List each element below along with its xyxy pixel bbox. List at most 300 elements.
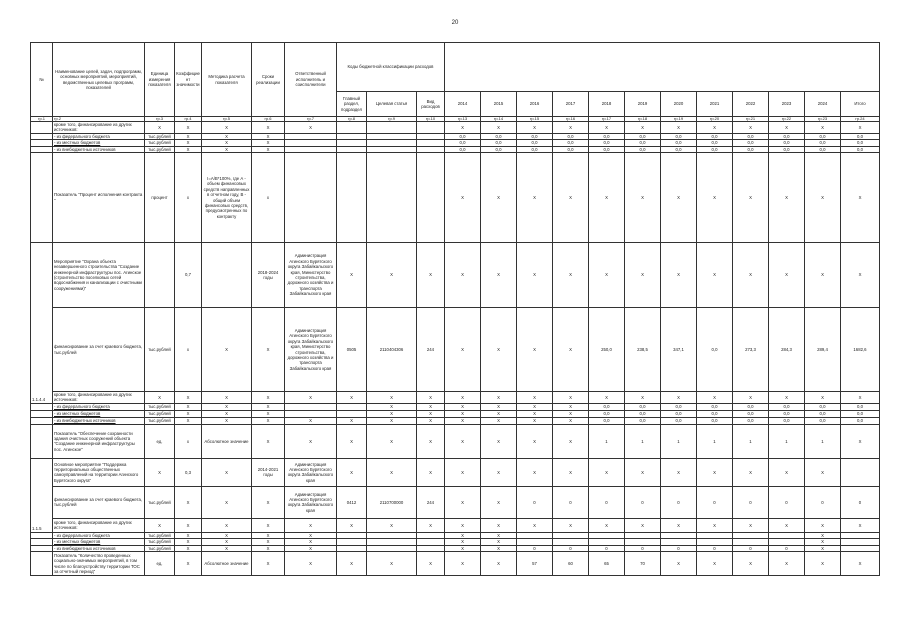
row-year-value: Х xyxy=(733,518,769,532)
column-number: гр.5 xyxy=(202,117,252,122)
row-year-value: 0,0 xyxy=(553,133,589,139)
row-year-value: 0,0 xyxy=(589,133,625,139)
row-year-value: 0,0 xyxy=(805,417,841,424)
row-year-value: Х xyxy=(445,518,481,532)
column-number: гр.22 xyxy=(769,117,805,122)
row-target-article: Х xyxy=(367,424,417,458)
row-year-value: 0,0 xyxy=(589,146,625,152)
page-number: 20 xyxy=(451,20,459,26)
row-year-value: Х xyxy=(661,122,697,134)
row-total: Х xyxy=(841,153,880,243)
column-number: гр.2 xyxy=(53,117,145,122)
row-number xyxy=(31,122,53,134)
row-year-value: Х xyxy=(697,243,733,308)
row-year-value: Х xyxy=(445,486,481,518)
column-number: гр.24 xyxy=(841,117,880,122)
row-expense-type: Х xyxy=(417,243,445,308)
row-expense-type: Х xyxy=(417,403,445,410)
row-year-value: Х xyxy=(661,458,697,486)
row-year-value: 0 xyxy=(517,486,553,518)
row-expense-type: 244 xyxy=(417,486,445,518)
row-year-value: Х xyxy=(481,518,517,532)
row-year-value: 0 xyxy=(697,545,733,551)
row-year-value: Х xyxy=(661,518,697,532)
row-year-value: 0,0 xyxy=(661,410,697,417)
row-expense-type: Х xyxy=(417,552,445,576)
row-target-article: Х xyxy=(367,417,417,424)
row-year-value: 0,0 xyxy=(661,403,697,410)
row-year-value: Х xyxy=(517,417,553,424)
row-year-value: Х xyxy=(769,518,805,532)
row-unit: тыс.рублей xyxy=(145,146,175,152)
row-year-value: 0 xyxy=(805,486,841,518)
row-year-value: 0,0 xyxy=(697,133,733,139)
row-name: кроме того, финансирование из других источников: xyxy=(53,392,145,404)
row-year-value: 0,0 xyxy=(697,410,733,417)
header-name: Наименование целей, задач, подпрограмм, основных мероприятий, мероприятий, ведомственных целевых программ, показателей xyxy=(53,43,145,117)
row-method: Х xyxy=(202,458,252,486)
header-year: 2020 xyxy=(661,92,697,117)
row-year-value: Х xyxy=(553,392,589,404)
row-year-value: 0,0 xyxy=(805,146,841,152)
column-number: гр.15 xyxy=(517,117,553,122)
row-year-value: 0,0 xyxy=(697,308,733,392)
row-term: Х xyxy=(252,417,285,424)
row-year-value: 0,0 xyxy=(589,140,625,146)
row-year-value: Х xyxy=(517,392,553,404)
header-target-article: Целевая статья xyxy=(367,92,417,117)
row-unit: тыс.рублей xyxy=(145,532,175,538)
row-coefficient: Х xyxy=(175,532,202,538)
row-responsible: Х xyxy=(285,518,337,532)
row-year-value: 1 xyxy=(697,424,733,458)
column-number: гр.8 xyxy=(337,117,367,122)
row-coefficient: 0,7 xyxy=(175,243,202,308)
row-term: Х xyxy=(252,539,285,545)
table-row xyxy=(31,486,880,518)
row-year-value: 0,0 xyxy=(445,140,481,146)
row-year-value: Х xyxy=(733,552,769,576)
row-year-value: 0,0 xyxy=(805,140,841,146)
column-number: гр.3 xyxy=(145,117,175,122)
row-year-value: 0 xyxy=(733,545,769,551)
row-year-value: Х xyxy=(481,153,517,243)
row-method: Х xyxy=(202,539,252,545)
row-name: Показатель "Количество проведенных социально-значимых мероприятий, в том числе по благоустройству территории ТОС за отчетный период" xyxy=(53,552,145,576)
table-body xyxy=(31,122,880,576)
column-number: гр.1 xyxy=(31,117,53,122)
row-term: Х xyxy=(252,140,285,146)
row-year-value: Х xyxy=(553,458,589,486)
row-unit: тыс.рублей xyxy=(145,545,175,551)
row-chapter: 0505 xyxy=(337,308,367,392)
row-unit: тыс.рублей xyxy=(145,539,175,545)
row-target-article: Х xyxy=(367,518,417,532)
row-year-value: Х xyxy=(481,424,517,458)
row-method xyxy=(202,243,252,308)
row-unit: Х xyxy=(145,122,175,134)
row-year-value: 0,0 xyxy=(589,410,625,417)
row-responsible xyxy=(285,410,337,417)
row-name: - из федерального бюджета xyxy=(53,403,145,410)
row-year-value: 0 xyxy=(769,545,805,551)
row-number xyxy=(31,424,53,458)
row-term: х xyxy=(252,153,285,243)
row-total: 0,0 xyxy=(841,403,880,410)
row-year-value: 57 xyxy=(517,552,553,576)
column-number: гр.13 xyxy=(445,117,481,122)
row-unit: тыс.рублей xyxy=(145,486,175,518)
header-responsible: Ответственный исполнитель и соисполнители xyxy=(285,43,337,117)
table-row xyxy=(31,424,880,458)
header-expense-type: Вид расходов xyxy=(417,92,445,117)
row-name: - из местных бюджетов xyxy=(53,539,145,545)
row-target-article xyxy=(367,153,417,243)
row-year-value: 0,0 xyxy=(697,146,733,152)
row-coefficient: Х xyxy=(175,545,202,551)
row-term: Х xyxy=(252,133,285,139)
row-coefficient: Х xyxy=(175,486,202,518)
row-chapter: 0412 xyxy=(337,486,367,518)
row-unit: тыс.рублей xyxy=(145,140,175,146)
row-year-value: 1 xyxy=(661,424,697,458)
row-year-value: Х xyxy=(481,392,517,404)
column-number: гр.21 xyxy=(733,117,769,122)
row-expense-type: Х xyxy=(417,417,445,424)
row-year-value: Х xyxy=(733,122,769,134)
row-year-value: Х xyxy=(661,392,697,404)
row-target-article: Х xyxy=(367,410,417,417)
row-responsible: Х xyxy=(285,552,337,576)
row-year-value: 0,0 xyxy=(661,417,697,424)
row-unit: Х xyxy=(145,518,175,532)
row-total: Х xyxy=(841,424,880,458)
row-number: 1.1.4.4 xyxy=(31,243,53,404)
column-number: гр.17 xyxy=(589,117,625,122)
row-total: 1682,6 xyxy=(841,308,880,392)
row-year-value: Х xyxy=(517,518,553,532)
row-year-value: Х xyxy=(517,458,553,486)
row-name: кроме того, финансирование из других источников: xyxy=(53,518,145,532)
row-year-value: Х xyxy=(553,308,589,392)
row-year-value: 0,0 xyxy=(733,403,769,410)
row-year-value: Х xyxy=(589,392,625,404)
row-method: Х xyxy=(202,403,252,410)
row-chapter: Х xyxy=(337,392,367,404)
row-year-value: 1 xyxy=(769,424,805,458)
row-year-value: Х xyxy=(481,308,517,392)
row-year-value: 0,0 xyxy=(625,133,661,139)
row-year-value: 0,0 xyxy=(481,140,517,146)
row-method: Х xyxy=(202,140,252,146)
row-year-value: 0,0 xyxy=(517,140,553,146)
row-method: Х xyxy=(202,518,252,532)
row-year-value: Х xyxy=(553,153,589,243)
row-year-value: 0,0 xyxy=(805,133,841,139)
row-year-value: 0 xyxy=(697,486,733,518)
row-chapter: Х xyxy=(337,417,367,424)
row-term: Х xyxy=(252,403,285,410)
row-target-article xyxy=(367,122,417,134)
row-year-value: 0,0 xyxy=(769,133,805,139)
row-year-value: 0 xyxy=(733,486,769,518)
row-year-value: 0,0 xyxy=(733,140,769,146)
row-expense-type xyxy=(417,122,445,134)
header-budget-codes: Коды бюджетной классификации расходов xyxy=(337,43,445,92)
row-year-value: 0,0 xyxy=(769,403,805,410)
row-total xyxy=(841,458,880,486)
row-year-value: Х xyxy=(805,545,841,551)
row-target-article: Х xyxy=(367,458,417,486)
header-year: 2016 xyxy=(517,92,553,117)
row-chapter: Х xyxy=(337,552,367,576)
row-responsible xyxy=(285,153,337,243)
row-number: 1.1.5 xyxy=(31,458,53,532)
table-row xyxy=(31,458,880,486)
row-year-value: 0 xyxy=(517,545,553,551)
row-target-article: 2110700000 xyxy=(367,486,417,518)
table-header xyxy=(31,43,880,122)
row-responsible: Х xyxy=(285,539,337,545)
row-method: Х xyxy=(202,417,252,424)
row-method: Х xyxy=(202,486,252,518)
row-year-value: 0,0 xyxy=(697,403,733,410)
row-method: Х xyxy=(202,146,252,152)
row-year-value: Х xyxy=(589,243,625,308)
row-year-value: 65 xyxy=(589,552,625,576)
row-year-value: 238,5 xyxy=(625,308,661,392)
row-expense-type: Х xyxy=(417,424,445,458)
row-year-value: Х xyxy=(445,417,481,424)
row-name: - из местных бюджетов xyxy=(53,140,145,146)
row-term: Х xyxy=(252,424,285,458)
row-total: 0 xyxy=(841,486,880,518)
row-year-value: Х xyxy=(697,122,733,134)
row-year-value: Х xyxy=(697,153,733,243)
row-year-value: Х xyxy=(481,486,517,518)
row-year-value: 0,0 xyxy=(661,140,697,146)
row-year-value: Х xyxy=(481,552,517,576)
row-coefficient: Х xyxy=(175,518,202,532)
row-total: 0,0 xyxy=(841,417,880,424)
row-chapter xyxy=(337,122,367,134)
row-year-value: Х xyxy=(553,403,589,410)
column-number: гр.6 xyxy=(252,117,285,122)
row-year-value: 0 xyxy=(769,486,805,518)
row-year-value: 0,0 xyxy=(769,140,805,146)
row-year-value: Х xyxy=(625,518,661,532)
row-unit: ед. xyxy=(145,424,175,458)
row-year-value: Х xyxy=(445,539,481,545)
row-year-value: 0,0 xyxy=(553,146,589,152)
row-responsible: Администрация Агинского Бурятского округа Забайкальского края xyxy=(285,458,337,486)
row-year-value: 0,0 xyxy=(517,146,553,152)
row-year-value: 1 xyxy=(733,424,769,458)
row-year-value: 0,0 xyxy=(733,133,769,139)
row-year-value: 0,0 xyxy=(625,403,661,410)
table-row xyxy=(31,308,880,392)
row-coefficient: х xyxy=(175,424,202,458)
header-year: 2017 xyxy=(553,92,589,117)
row-responsible: Х xyxy=(285,417,337,424)
column-number: гр.4 xyxy=(175,117,202,122)
row-year-value: 0,0 xyxy=(769,417,805,424)
row-year-value: Х xyxy=(589,518,625,532)
row-year-value: 1 xyxy=(805,424,841,458)
column-number: гр.23 xyxy=(805,117,841,122)
row-year-value: Х xyxy=(553,243,589,308)
header-total: Итого xyxy=(841,92,880,117)
row-term: 2018-2024 годы xyxy=(252,243,285,308)
row-year-value: 0,0 xyxy=(661,133,697,139)
row-year-value: Х xyxy=(517,122,553,134)
row-year-value: Х xyxy=(805,552,841,576)
row-unit: Х xyxy=(145,458,175,486)
row-method: Абсолютное значение xyxy=(202,552,252,576)
row-year-value: Х xyxy=(445,122,481,134)
row-year-value: Х xyxy=(445,532,481,538)
row-year-value: Х xyxy=(733,243,769,308)
row-year-value: 0,0 xyxy=(697,140,733,146)
table-row xyxy=(31,518,880,532)
header-chapter: Главный раздел, подраздел xyxy=(337,92,367,117)
row-year-value: Х xyxy=(553,122,589,134)
header-method: Методика расчета показателя xyxy=(202,43,252,117)
row-year-value: Х xyxy=(481,410,517,417)
row-total: 0,0 xyxy=(841,140,880,146)
row-coefficient: х xyxy=(175,153,202,243)
row-year-value: 0,0 xyxy=(553,140,589,146)
row-total: Х xyxy=(841,552,880,576)
row-year-value: 0 xyxy=(553,486,589,518)
column-number: гр.9 xyxy=(367,117,417,122)
row-year-value: 0,0 xyxy=(625,417,661,424)
row-term: Х xyxy=(252,308,285,392)
row-year-value: 1 xyxy=(625,424,661,458)
row-year-value: 0,0 xyxy=(805,403,841,410)
row-year-value: Х xyxy=(697,518,733,532)
row-name: - из внебюджетных источников xyxy=(53,545,145,551)
column-number: гр.10 xyxy=(417,117,445,122)
row-year-value: Х xyxy=(445,424,481,458)
row-responsible: Администрация Агинского Бурятского округа Забайкальского края, Министерство строительства, дорожного хозяйства и транспорта Забайкальского края xyxy=(285,308,337,392)
header-year: 2019 xyxy=(625,92,661,117)
row-year-value: 0,0 xyxy=(697,417,733,424)
table-row xyxy=(31,153,880,243)
row-term: Х xyxy=(252,486,285,518)
row-name: Основное мероприятие "Поддержка территориальных общественных самоуправлений на территории Агинского Бурятского округа" xyxy=(53,458,145,486)
row-unit: процент xyxy=(145,153,175,243)
row-year-value: Х xyxy=(481,539,517,545)
row-year-value: Х xyxy=(589,153,625,243)
row-year-value: 273,3 xyxy=(733,308,769,392)
column-number: гр.7 xyxy=(285,117,337,122)
row-year-value: Х xyxy=(697,552,733,576)
table-row xyxy=(31,122,880,134)
row-year-value: Х xyxy=(625,458,661,486)
row-coefficient: Х xyxy=(175,417,202,424)
row-year-value: Х xyxy=(481,532,517,538)
row-chapter: Х xyxy=(337,424,367,458)
row-year-value: Х xyxy=(805,539,841,545)
row-year-value: Х xyxy=(805,518,841,532)
row-name: - из федерального бюджета xyxy=(53,133,145,139)
row-coefficient: Х xyxy=(175,122,202,134)
row-year-value: Х xyxy=(805,532,841,538)
row-year-value: 0,0 xyxy=(733,146,769,152)
row-chapter: Х xyxy=(337,518,367,532)
row-responsible xyxy=(285,403,337,410)
row-year-value: Х xyxy=(769,243,805,308)
row-chapter xyxy=(337,403,367,410)
row-year-value: Х xyxy=(625,243,661,308)
row-term: Х xyxy=(252,122,285,134)
row-year-value: 0 xyxy=(625,545,661,551)
row-total: 0,0 xyxy=(841,410,880,417)
row-year-value: 0,0 xyxy=(481,133,517,139)
row-responsible: Х xyxy=(285,545,337,551)
row-unit: тыс.рублей xyxy=(145,308,175,392)
row-unit: тыс.рублей xyxy=(145,417,175,424)
row-method: Х xyxy=(202,392,252,404)
row-year-value: Х xyxy=(805,243,841,308)
row-target-article: 2110404306 xyxy=(367,308,417,392)
row-chapter xyxy=(337,153,367,243)
header-unit: Единица измерения показателя xyxy=(145,43,175,117)
row-term: Х xyxy=(252,392,285,404)
header-year: 2014 xyxy=(445,92,481,117)
row-year-value: Х xyxy=(769,458,805,486)
row-year-value: 0,0 xyxy=(625,140,661,146)
row-year-value: Х xyxy=(445,308,481,392)
row-name: Показатель "Обеспечение сохранности здания очистных сооружений объекта "Создание инженерной инфраструктуры пос. Агинское" xyxy=(53,424,145,458)
row-year-value: Х xyxy=(517,153,553,243)
row-expense-type xyxy=(417,153,445,243)
row-expense-type: Х xyxy=(417,458,445,486)
row-year-value: Х xyxy=(697,458,733,486)
row-name: финансирование за счет краевого бюджета, тыс.рублей xyxy=(53,486,145,518)
row-year-value: Х xyxy=(553,424,589,458)
row-year-value: Х xyxy=(769,153,805,243)
row-year-value: Х xyxy=(661,153,697,243)
row-year-value: Х xyxy=(805,122,841,134)
row-year-value: Х xyxy=(553,410,589,417)
table-row xyxy=(31,243,880,308)
program-table-sheet xyxy=(30,42,880,576)
column-number: гр.19 xyxy=(661,117,697,122)
row-year-value: 0,0 xyxy=(769,146,805,152)
row-year-value: Х xyxy=(697,392,733,404)
row-total: Х xyxy=(841,243,880,308)
row-responsible: Х xyxy=(285,532,337,538)
header-year: 2015 xyxy=(481,92,517,117)
row-unit: тыс.рублей xyxy=(145,410,175,417)
header-term: Сроки реализации xyxy=(252,43,285,117)
row-year-value: Х xyxy=(445,392,481,404)
row-year-value: 0 xyxy=(625,486,661,518)
row-year-value: Х xyxy=(553,518,589,532)
row-method: Абсолютное значение xyxy=(202,424,252,458)
row-name: Показатель "Процент исполнения контракта " xyxy=(53,153,145,243)
row-chapter: Х xyxy=(337,458,367,486)
row-expense-type: 244 xyxy=(417,308,445,392)
header-years-group xyxy=(445,43,880,92)
row-year-value: Х xyxy=(481,545,517,551)
row-name: Мероприятие "Охрана объекта незавершенного строительства "Создание инженерной инфраструктуры пос. Агинское (строительство поселковых сетей водоснабжения и канализации с очистными сооружениями)" xyxy=(53,243,145,308)
row-year-value: 0 xyxy=(661,545,697,551)
row-total: Х xyxy=(841,518,880,532)
row-number xyxy=(31,153,53,243)
